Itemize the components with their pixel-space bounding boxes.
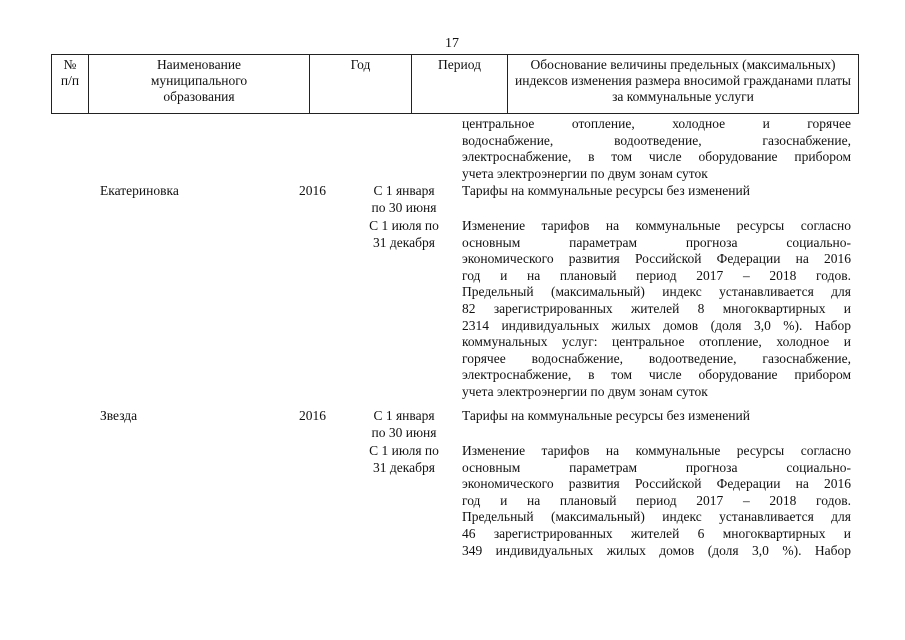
period-second-half: С 1 июля по 31 декабря — [369, 218, 439, 250]
text-line: экономического развития Российской Федерации на 2016 — [462, 476, 851, 492]
text-line: Изменение тарифов на коммунальные ресурсы согласно — [462, 443, 851, 458]
year: 2016 — [299, 408, 326, 423]
justification-first-half: Тарифы на коммунальные ресурсы без изменений — [462, 408, 750, 423]
justification-second-half — [462, 443, 851, 559]
text-line: центральное отопление, холодное и горячее — [462, 116, 851, 131]
page-number: 17 — [445, 36, 459, 51]
period-second-half: С 1 июля по 31 декабря — [369, 443, 439, 475]
text-line: горячее водоснабжение, водоотведение, газоснабжение, — [462, 350, 851, 366]
text-line: электроснабжение, в том числе оборудование прибором — [462, 149, 851, 165]
text-line: год и на плановый период 2017 – 2018 годов. — [462, 267, 851, 283]
header-justification: Обоснование величины предельных (максимальных) индексов изменения размера вносимой гражданами платы за коммунальные услуги — [515, 57, 851, 104]
table-header — [51, 54, 859, 114]
header-number: № п/п — [52, 55, 89, 113]
text-line: Изменение тарифов на коммунальные ресурсы согласно — [462, 218, 851, 233]
justification-first-half: Тарифы на коммунальные ресурсы без изменений — [462, 183, 750, 198]
period-first-half: С 1 января по 30 июня — [371, 408, 437, 440]
text-line: учета электроэнергии по двум зонам суток — [462, 383, 708, 399]
text-line: основным параметрам прогноза социально- — [462, 234, 851, 250]
text-line: 46 зарегистрированных жителей 6 многоквартирных и — [462, 525, 851, 541]
continuation-text — [462, 116, 851, 182]
year: 2016 — [299, 183, 326, 198]
justification-second-half — [462, 218, 851, 401]
text-line: учета электроэнергии по двум зонам суток — [462, 165, 708, 181]
header-municipality: Наименование муниципального образования — [89, 55, 310, 113]
header-period: Период — [412, 55, 508, 113]
text-line: Предельный (максимальный) индекс устанавливается для — [462, 284, 851, 300]
municipality-name: Звезда — [100, 408, 138, 423]
municipality-name: Екатериновка — [100, 183, 179, 198]
text-line: 349 индивидуальных жилых домов (доля 3,0 %). Набор — [462, 542, 851, 558]
text-line: 82 зарегистрированных жителей 8 многоквартирных и — [462, 300, 851, 316]
text-line: экономического развития Российской Федерации на 2016 — [462, 251, 851, 267]
text-line: основным параметрам прогноза социально- — [462, 459, 851, 475]
text-line: водоснабжение, водоотведение, газоснабжение, — [462, 132, 851, 148]
period-first-half: С 1 января по 30 июня — [371, 183, 437, 215]
text-line: год и на плановый период 2017 – 2018 годов. — [462, 492, 851, 508]
header-year: Год — [310, 55, 412, 113]
text-line: коммунальных услуг: центральное отопление, холодное и — [462, 334, 851, 350]
text-line: электроснабжение, в том числе оборудование прибором — [462, 367, 851, 383]
text-line: Предельный (максимальный) индекс устанавливается для — [462, 509, 851, 525]
text-line: 2314 индивидуальных жилых домов (доля 3,0 %). Набор — [462, 317, 851, 333]
